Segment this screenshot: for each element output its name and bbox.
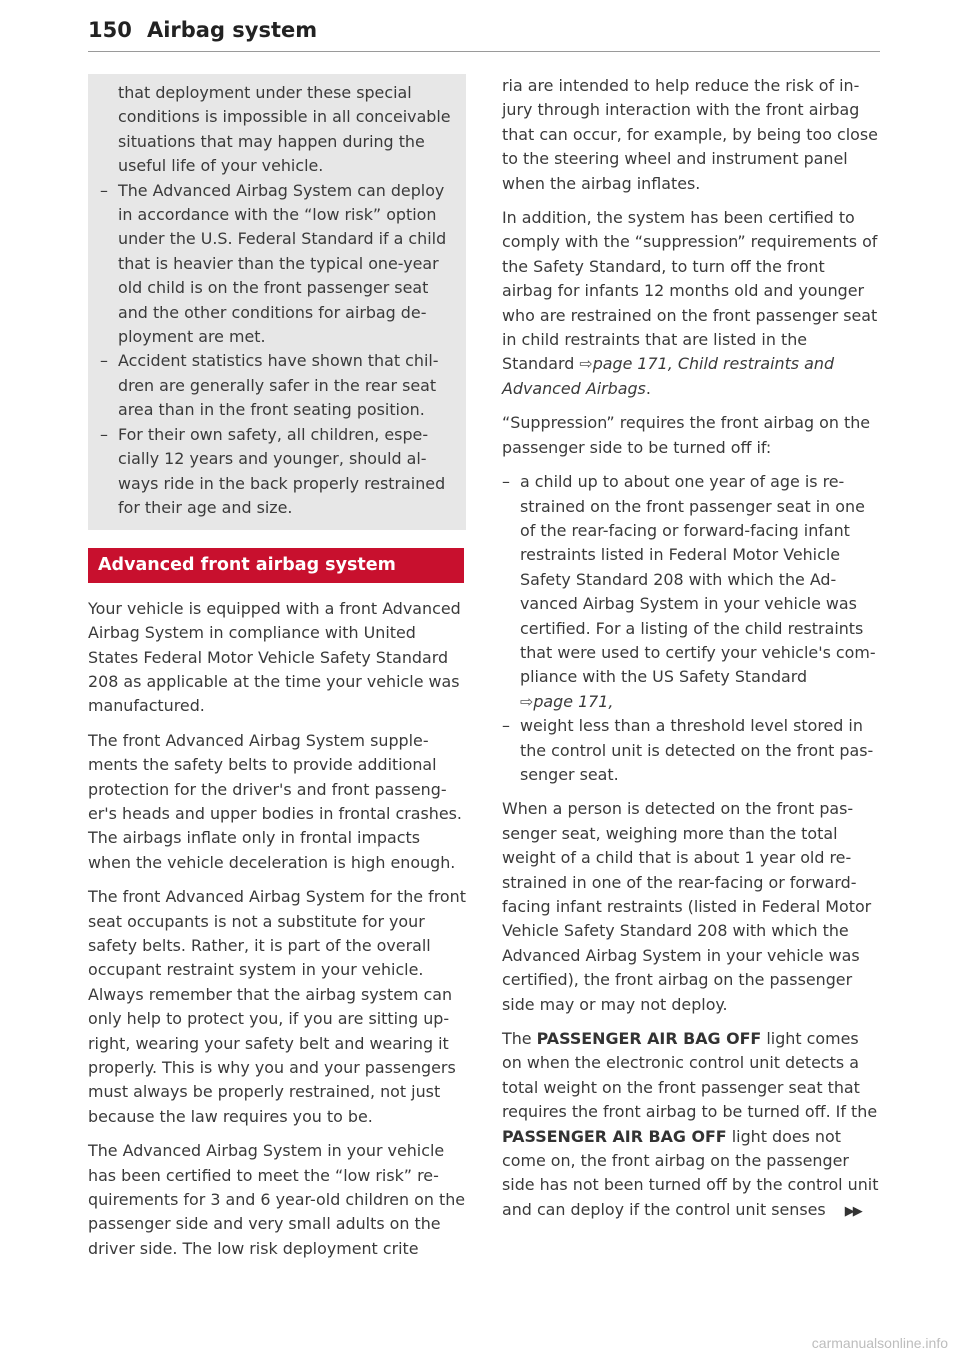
reference-arrow-icon: ⇨ bbox=[520, 691, 534, 711]
paragraph: Your vehicle is equipped with a front Advanced Airbag System in compliance with United States Federal Motor Vehicle Safety Standard 208 as applicable at the time your vehicle was manufactured. bbox=[88, 598, 461, 716]
list-item: – weight less than a threshold level stored in the control unit is detected on the front passenger seat. bbox=[502, 716, 874, 784]
page-reference-link[interactable]: page 171, bbox=[533, 691, 614, 711]
warning-continuation: that deployment under these special conditions is impossible in all conceivable situations that may happen during the useful life of your vehicle. bbox=[118, 83, 451, 176]
indicator-name: PASSENGER AIR BAG OFF bbox=[502, 1126, 727, 1146]
suppression-list bbox=[502, 470, 880, 787]
paragraph: In addition, the system has been certified to comply with the “suppression” requirements of the Safety Standard, to turn off the front airbag for infants 12 months old and younger who are restrained on the front passenger seat in child restraints that are listed in the Standard ⇨page 171, Child restraints and Advanced Airbags. bbox=[502, 208, 878, 398]
chapter-title: Airbag system bbox=[146, 18, 318, 42]
paragraph: The PASSENGER AIR BAG OFF light comes on when the electronic control unit detects a total weight on the front passenger seat that requires the front airbag to be turned off. If the PASSENGER AIR BAG OFF light does not come on, the front airbag on the passenger side has not been turned off by the control unit and can deploy if the control unit senses ▶▶ bbox=[502, 1029, 879, 1219]
warning-box bbox=[88, 74, 466, 530]
reference-arrow-icon: ⇨ bbox=[579, 354, 593, 374]
header-divider bbox=[88, 51, 880, 52]
list-item: – Accident statistics have shown that children are generally safer in the rear seat area than in the front seating position. bbox=[100, 351, 439, 420]
warning-list bbox=[100, 179, 454, 521]
paragraph: The front Advanced Airbag System for the front seat occupants is not a substitute for your safety belts. Rather, it is part of the overall occupant restraint system in your vehicle. Always remember that the airbag system can only help to protect you, if you are sitting upright, wearing your safety belt and wearing it properly. This is why you and your passengers must always be properly restrained, not just because the law requires you to be. bbox=[88, 887, 466, 1126]
watermark: carmanualsonline.info bbox=[811, 1335, 948, 1351]
paragraph: The front Advanced Airbag System supplements the safety belts to provide additional protection for the driver's and front passenger's heads and upper bodies in frontal crashes. The airbags inflate only in frontal impacts when the vehicle deceleration is high enough. bbox=[88, 730, 462, 872]
left-column bbox=[88, 74, 466, 1271]
paragraph: ria are intended to help reduce the risk of injury through interaction with the front airbag that can occur, for example, by being too close to the steering wheel and instrument panel when the airbag inflates. bbox=[502, 76, 878, 193]
page-number: 150 bbox=[88, 18, 132, 42]
paragraph: “Suppression” requires the front airbag on the passenger side to be turned off if: bbox=[502, 413, 871, 457]
right-column bbox=[502, 74, 880, 1234]
paragraph: When a person is detected on the front passenger seat, weighing more than the total weight of a child that is about 1 year old restrained in one of the rear-facing or forward-facing infant restraints (listed in Federal Motor Vehicle Safety Standard 208 with which the Advanced Airbag System in your vehicle was certified), the front airbag on the passenger side may or may not deploy. bbox=[502, 799, 872, 1014]
section-heading: Advanced front airbag system bbox=[88, 548, 464, 582]
list-item: – For their own safety, all children, especially 12 years and younger, should always ride in the back properly restrained for their age and size. bbox=[100, 424, 446, 517]
list-item: – a child up to about one year of age is restrained on the front passenger seat in one of the rear-facing or forward-facing infant restraints listed in Federal Motor Vehicle Safety Standard 208 with which the Advanced Airbag System in your vehicle was certified. For a listing of the child restraints that were used to certify your vehicle's compliance with the US Safety Standard ⇨page 171, bbox=[502, 472, 876, 711]
continue-arrow-icon: ▶▶ bbox=[844, 1203, 861, 1219]
page-reference-link[interactable]: page 171, Child restraints and Advanced Airbags bbox=[502, 354, 835, 398]
paragraph: The Advanced Airbag System in your vehicle has been certified to meet the “low risk” requirements for 3 and 6 year-old children on the passenger side and very small adults on the driver side. The low risk deployment crite bbox=[88, 1141, 466, 1258]
list-item: – The Advanced Airbag System can deploy in accordance with the “low risk” option under the U.S. Federal Standard if a child that is heavier than the typical one-year old child is on the front passenger seat and the other conditions for airbag deployment are met. bbox=[100, 180, 447, 347]
page-header bbox=[88, 18, 880, 42]
indicator-name: PASSENGER AIR BAG OFF bbox=[536, 1029, 762, 1049]
